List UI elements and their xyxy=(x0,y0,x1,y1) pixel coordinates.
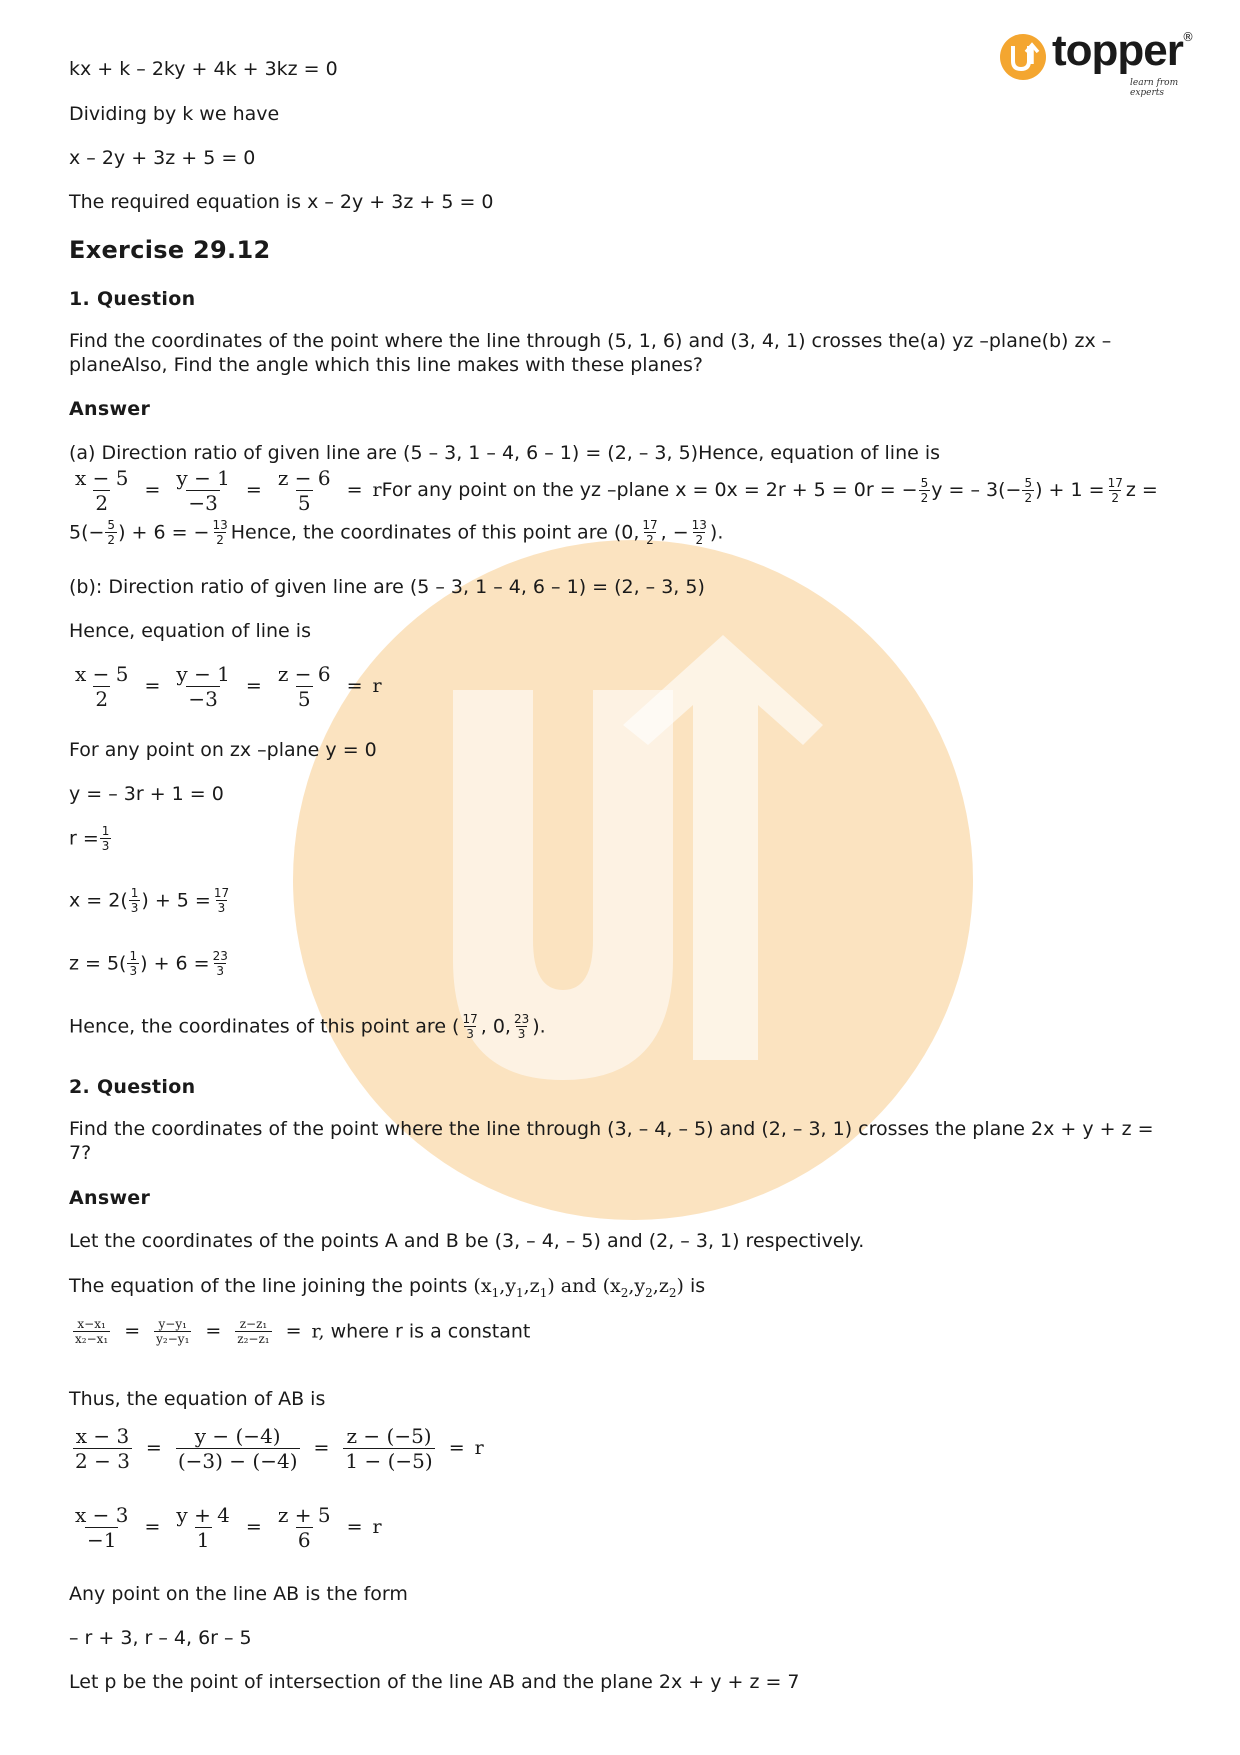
logo-wordmark: topper xyxy=(1052,26,1183,75)
fraction: $\frac{x - 3}{-1}$ xyxy=(75,1503,129,1552)
fraction: $\frac{y - (-4)}{(-3) - (-4)}$ xyxy=(177,1424,298,1473)
fraction: $\frac{y - 1}{-3}$ xyxy=(176,466,230,515)
fraction: $\frac{5}{2}$ xyxy=(920,475,929,505)
question-heading: 1. Question xyxy=(69,288,196,310)
fraction: $\frac{17}{3}$ xyxy=(462,1012,478,1042)
fraction: $\frac{1}{3}$ xyxy=(130,886,139,916)
fraction: $\frac{z - 6}{5}$ xyxy=(277,662,331,711)
fraction: $\frac{x - 5}{2}$ xyxy=(75,466,129,515)
fraction: $\frac{23}{3}$ xyxy=(212,949,228,979)
fraction: $\frac{17}{2}$ xyxy=(642,518,658,548)
text-line: kx + k – 2ky + 4k + 3kz = 0 xyxy=(69,58,338,80)
fraction: $\frac{13}{2}$ xyxy=(691,518,707,548)
logo-tagline: learn from experts xyxy=(1130,78,1179,98)
question-heading: 2. Question xyxy=(69,1076,196,1098)
fraction: $\frac{5}{2}$ xyxy=(1024,475,1033,505)
fraction: $\frac{\text{y−y₁}}{\text{y₂−y₁}}$ xyxy=(156,1317,190,1347)
fraction: $\frac{y + 4}{1}$ xyxy=(176,1503,230,1552)
fraction: $\frac{z - (-5)}{1 - (-5)}$ xyxy=(345,1424,433,1473)
math-line: $\frac{x - 5}{2}$ = $\frac{y - 1}{-3}$ = $\frac{z - 6}{5}$ = r xyxy=(75,662,382,711)
fraction: $\frac{23}{3}$ xyxy=(513,1012,530,1042)
text-line: (a) Direction ratio of given line are (5 – 3, 1 – 4, 6 – 1) = (2, – 3, 5)Hence, equation of line is xyxy=(69,442,941,464)
fraction: $\frac{17}{2}$ xyxy=(1107,475,1123,505)
answer-heading: Answer xyxy=(69,1187,151,1209)
fraction: $\frac{x - 5}{2}$ xyxy=(75,662,129,711)
fraction: $\frac{1}{3}$ xyxy=(129,949,138,979)
math-line: $\frac{x - 3}{-1}$ = $\frac{y + 4}{1}$ = $\frac{z + 5}{6}$ = r xyxy=(75,1503,382,1552)
text-line: – r + 3, r – 4, 6r – 5 xyxy=(69,1627,252,1649)
fraction: $\frac{1}{3}$ xyxy=(101,824,110,854)
math-line: r = $\frac{1}{3}$ xyxy=(69,824,110,854)
fraction: $\frac{x - 3}{2 - 3}$ xyxy=(75,1424,130,1473)
fraction: $\frac{\text{z−z₁}}{\text{z₂−z₁}}$ xyxy=(237,1317,270,1347)
text-line: Dividing by k we have xyxy=(69,103,280,125)
fraction: $\frac{17}{3}$ xyxy=(213,886,230,916)
text-line: (b): Direction ratio of given line are (5 – 3, 1 – 4, 6 – 1) = (2, – 3, 5) xyxy=(69,576,705,598)
fraction: $\frac{13}{2}$ xyxy=(212,518,228,548)
text-line: y = – 3r + 1 = 0 xyxy=(69,783,224,805)
question-text: Find the coordinates of the point where the line through (3, – 4, – 5) and (2, – 3, 1) crosses the plane 2x + y + z = 7? xyxy=(69,1118,1154,1164)
question-text: Find the coordinates of the point where the line through (5, 1, 6) and (3, 4, 1) crosses the(a) yz –plane(b) zx –planeAlso, Find the angle which this line makes with these planes? xyxy=(69,330,1112,376)
text-line: Any point on the line AB is the form xyxy=(69,1583,408,1605)
text-line: Let p be the point of intersection of the line AB and the plane 2x + y + z = 7 xyxy=(69,1671,800,1693)
text-line: Let the coordinates of the points A and B be (3, – 4, – 5) and (2, – 3, 1) respectively. xyxy=(69,1230,865,1252)
math-line: z = 5( $\frac{1}{3}$ ) + 6 = $\frac{23}{3}$ xyxy=(69,949,228,979)
math-line: $\frac{x - 5}{2}$ = $\frac{y - 1}{-3}$ = $\frac{z - 6}{5}$ = rFor any point on the yz –plane x = 0x = 2r + 5 = 0r = − $\frac{5}{2}$ y = – 3(− $\frac{5}{2}$ ) + 1 = $\frac{17}{2}$ z = xyxy=(75,466,1158,515)
fraction: $\frac{z - 6}{5}$ xyxy=(277,466,331,515)
text-line: For any point on zx –plane y = 0 xyxy=(69,739,377,761)
brand-logo xyxy=(1000,26,1200,100)
math-line: x = 2( $\frac{1}{3}$ ) + 5 = $\frac{17}{3}$ xyxy=(69,886,230,916)
logo-registered-mark: ® xyxy=(1182,30,1194,44)
fraction: $\frac{z + 5}{6}$ xyxy=(277,1503,331,1552)
fraction: $\frac{y - 1}{-3}$ xyxy=(176,662,230,711)
fraction: $\frac{5}{2}$ xyxy=(107,518,116,548)
logo-u-icon xyxy=(1000,34,1046,80)
math-line: $\frac{x - 3}{2 - 3}$ = $\frac{y - (-4)}{(-3) - (-4)}$ = $\frac{z - (-5)}{1 - (-5)}$ = r xyxy=(75,1424,484,1473)
answer-heading: Answer xyxy=(69,398,151,420)
text-line: Hence, equation of line is xyxy=(69,620,311,642)
text-line: The required equation is x – 2y + 3z + 5 = 0 xyxy=(69,191,494,213)
fraction: $\frac{\text{x−x₁}}{\text{x₂−x₁}}$ xyxy=(75,1317,109,1347)
math-line: $\frac{\text{x−x₁}}{\text{x₂−x₁}}$ = $\frac{\text{y−y₁}}{\text{y₂−y₁}}$ = $\frac{\text{z−z₁}}{\text{z₂−z₁}}$ = r, where r is a constant xyxy=(75,1317,531,1347)
math-line: The equation of the line joining the points $(x_1,y_1,z_1)$ and $(x_2,y_2,z_2)$ is xyxy=(69,1275,706,1300)
math-line: 5(− $\frac{5}{2}$ ) + 6 = − $\frac{13}{2}$ Hence, the coordinates of this point are (0, $\frac{17}{2}$ , − $\frac{13}{2}$ ). xyxy=(69,518,724,548)
math-line: Hence, the coordinates of this point are ( $\frac{17}{3}$ , 0, $\frac{23}{3}$ ). xyxy=(69,1012,546,1042)
text-line: x – 2y + 3z + 5 = 0 xyxy=(69,147,256,169)
text-line: Thus, the equation of AB is xyxy=(69,1388,326,1410)
exercise-heading: Exercise 29.12 xyxy=(69,236,271,264)
